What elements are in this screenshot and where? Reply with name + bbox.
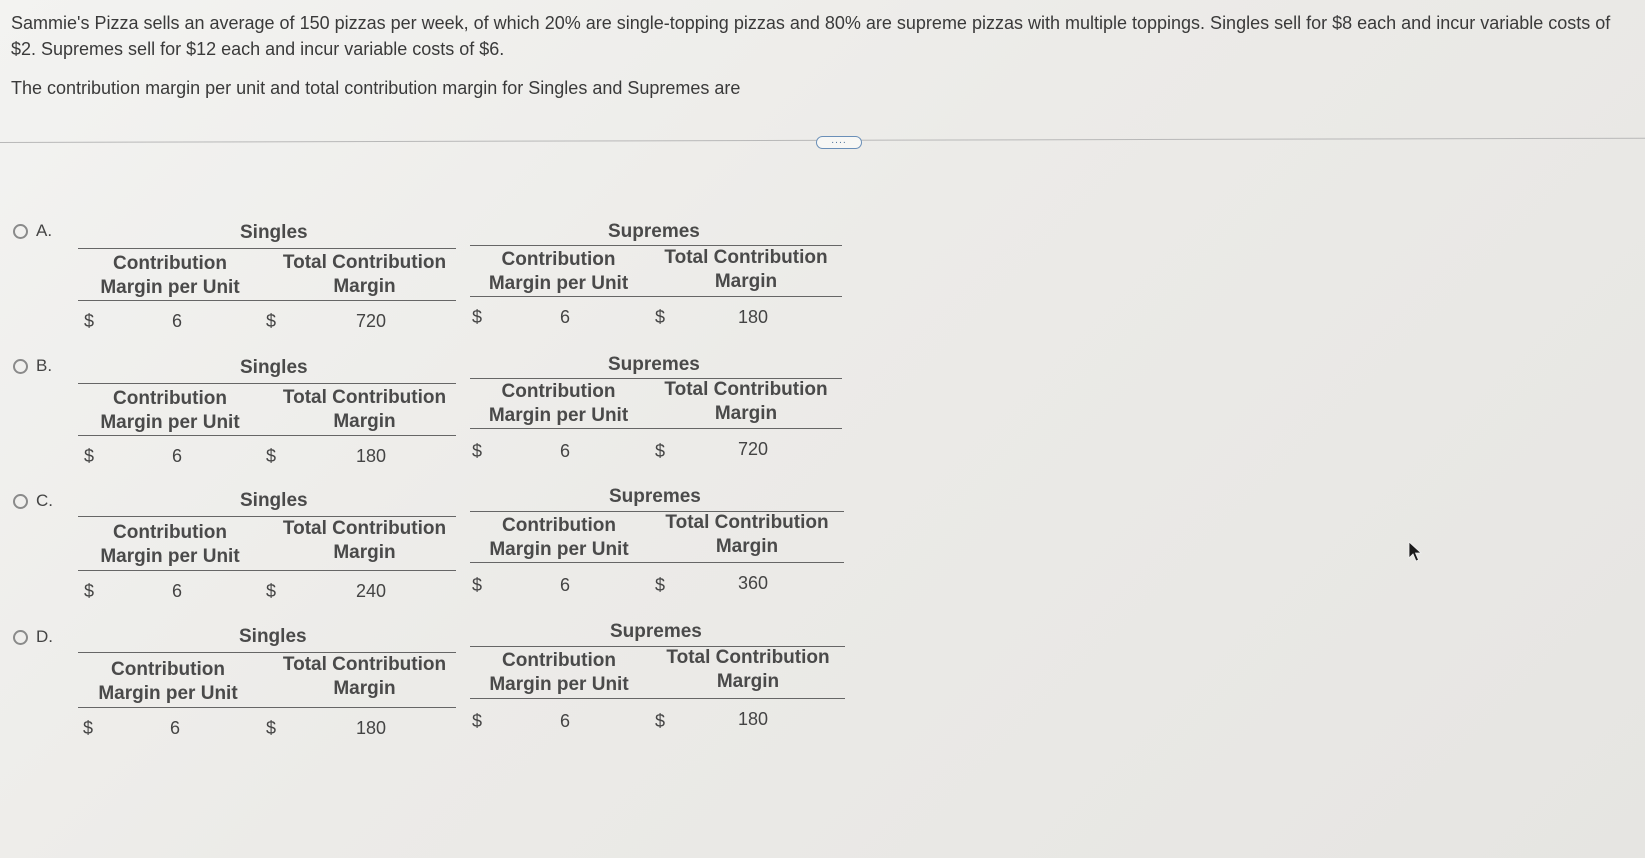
supremes-cm-unit-header: Contribution Margin per Unit [489,515,629,560]
supremes-header-rule [470,296,842,297]
singles-title: Singles [240,222,308,243]
option-letter: B. [36,356,53,375]
supremes-cm-unit-header: Contribution Margin per Unit [488,381,629,426]
option-letter: C. [36,491,53,510]
singles-title: Singles [239,626,307,647]
answer-option-c[interactable] [0,485,860,605]
singles-cm-unit-value: 6 [172,446,183,466]
mouse-pointer-icon [1408,541,1424,563]
currency-symbol: $ [84,311,95,331]
option-letter: A. [36,221,53,240]
currency-symbol: $ [83,718,94,738]
currency-symbol: $ [266,718,277,738]
singles-header-rule [78,707,456,708]
supremes-cm-unit-header: Contribution Margin per Unit [489,650,629,695]
singles-total-cm-header: Total Contribution Margin [282,518,447,563]
singles-total-cm-header: Total Contribution Margin [282,387,447,432]
supremes-total-cm-value: 720 [738,439,769,459]
supremes-cm-unit-value: 6 [560,441,571,461]
answer-option-a[interactable] [0,215,860,335]
supremes-cm-unit-value: 6 [560,575,571,595]
singles-cm-unit-header: Contribution Margin per Unit [100,388,240,433]
supremes-total-cm-value: 360 [738,573,769,593]
singles-total-cm-value: 240 [356,581,387,601]
currency-symbol: $ [266,446,277,466]
radio-button-c[interactable] [13,494,28,509]
singles-title: Singles [240,357,308,378]
currency-symbol: $ [266,581,277,601]
supremes-header-rule [470,562,844,563]
singles-total-cm-value: 180 [356,718,387,738]
supremes-title: Supremes [608,221,700,242]
currency-symbol: $ [472,307,483,327]
supremes-header-rule [470,698,845,699]
singles-total-cm-header: Total Contribution Margin [282,654,447,699]
singles-total-cm-value: 180 [356,446,387,466]
currency-symbol: $ [472,711,483,731]
currency-symbol: $ [472,575,483,595]
radio-button-a[interactable] [13,224,28,239]
singles-cm-unit-value: 6 [170,718,181,738]
singles-cm-unit-header: Contribution Margin per Unit [100,253,240,298]
singles-header-rule [78,435,456,436]
singles-total-cm-value: 720 [356,311,387,331]
singles-title: Singles [240,490,308,511]
supremes-header-rule [470,428,842,429]
currency-symbol: $ [84,446,95,466]
answer-option-b[interactable] [0,350,860,470]
currency-symbol: $ [472,441,483,461]
currency-symbol: $ [84,581,95,601]
supremes-total-cm-header: Total Contribution Margin [666,647,830,692]
singles-header-rule [78,300,456,301]
radio-button-d[interactable] [13,630,28,645]
supremes-title: Supremes [610,621,702,642]
supremes-cm-unit-value: 6 [560,307,571,327]
singles-cm-unit-value: 6 [172,311,183,331]
more-button[interactable]: .... [816,136,862,149]
supremes-total-cm-header: Total Contribution Margin [664,379,828,424]
supremes-total-cm-value: 180 [738,709,769,729]
supremes-title: Supremes [608,354,700,375]
currency-symbol: $ [655,307,666,327]
question-text: Sammie's Pizza sells an average of 150 pizzas per week, of which 20% are single-topping pizzas and 80% are supreme pizzas with multiple toppings. Singles sell for $8 each and incur variable costs of $2. Supremes sell for $12 each and incur variable costs of $6. [11,13,1611,59]
supremes-cm-unit-header: Contribution Margin per Unit [488,249,629,294]
singles-cm-unit-value: 6 [172,581,183,601]
option-letter: D. [36,627,53,646]
supremes-total-cm-header: Total Contribution Margin [665,512,829,557]
currency-symbol: $ [655,441,666,461]
singles-total-cm-header: Total Contribution Margin [282,252,447,297]
answer-option-d[interactable] [0,621,860,741]
question-prompt: The contribution margin per unit and total contribution margin for Singles and Supremes are [11,78,741,98]
singles-title-rule [78,248,456,249]
singles-title-rule [78,383,456,384]
supremes-title: Supremes [609,486,701,507]
singles-cm-unit-header: Contribution Margin per Unit [98,659,238,704]
radio-button-b[interactable] [13,359,28,374]
singles-header-rule [78,570,456,571]
currency-symbol: $ [655,575,666,595]
supremes-cm-unit-value: 6 [560,711,571,731]
supremes-total-cm-value: 180 [738,307,769,327]
singles-cm-unit-header: Contribution Margin per Unit [100,522,240,567]
currency-symbol: $ [266,311,277,331]
supremes-total-cm-header: Total Contribution Margin [664,247,828,292]
currency-symbol: $ [655,711,666,731]
